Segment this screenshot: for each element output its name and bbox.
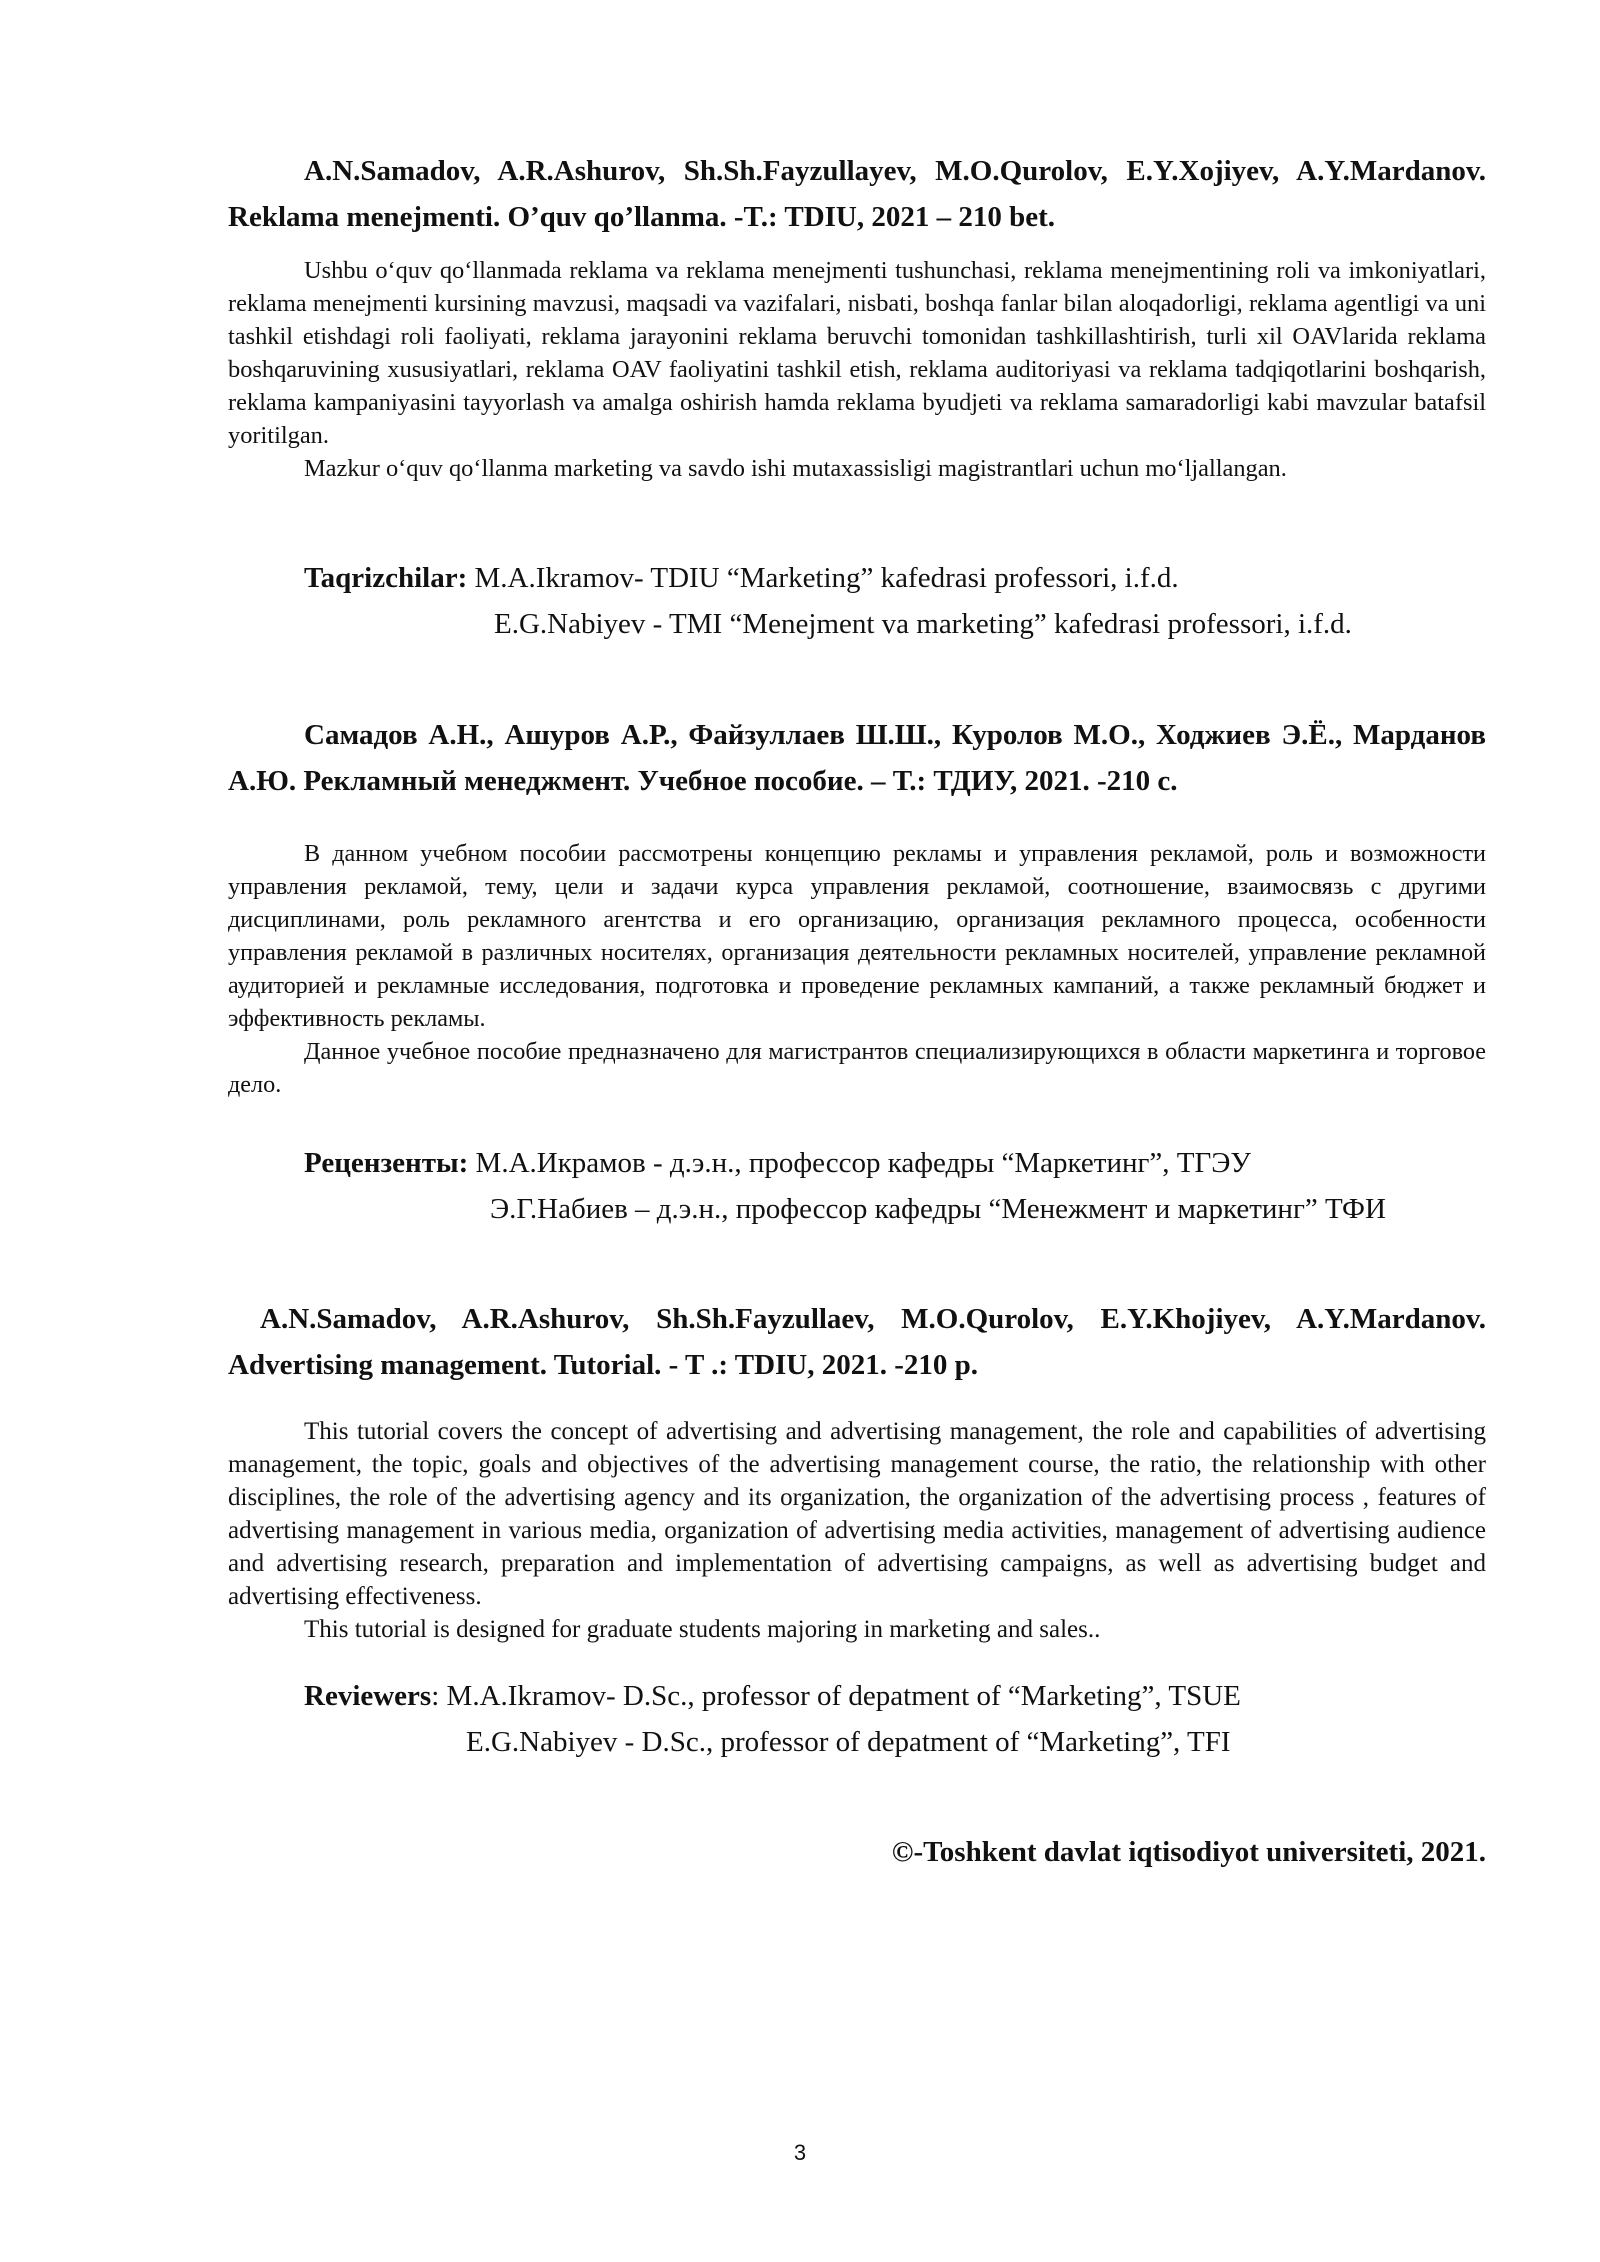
en-reviewers	[228, 1673, 1486, 1765]
en-abstract	[228, 1415, 1486, 1646]
uz-reviewers-label: Taqrizchilar:	[304, 562, 468, 594]
en-reviewers-colon: :	[431, 1680, 447, 1712]
uz-reviewer-2: E.G.Nabiyev - TMI “Menejment va marketing” kafedrasi professori, i.f.d.	[494, 608, 1352, 640]
ru-heading: Самадов А.Н., Ашуров А.Р., Файзуллаев Ш.Ш., Куролов М.О., Ходжиев Э.Ё., Марданов А.Ю. Рекламный менеджмент. Учебное пособие. – Т.: ТДИУ, 2021. -210 с.	[228, 719, 1486, 797]
ru-paragraph-1: В данном учебном пособии рассмотрены концепцию рекламы и управления рекламой, роль и возможности управления рекламой, тему, цели и задачи курса управления рекламой, соотношение, взаимосвязь с другими дисциплинами, роль рекламного агентства и его организацию, организация рекламного процесса, особенности управления рекламой в различных носителях, организация деятельности рекламных носителей, управление рекламной аудиторией и рекламные исследования, подготовка и проведение рекламных кампаний, а также рекламный бюджет и эффективность рекламы.	[228, 840, 1486, 1032]
uz-heading: A.N.Samadov, A.R.Ashurov, Sh.Sh.Fayzullayev, M.O.Qurolov, E.Y.Xojiyev, A.Y.Mardanov. Reklama menejmenti. O’quv qo’llanma. -T.: TDIU, 2021 – 210 bet.	[228, 155, 1486, 233]
ru-section	[228, 712, 1486, 804]
ru-reviewer-1: М.А.Икрамов - д.э.н., профессор кафедры “Маркетинг”, ТГЭУ	[475, 1147, 1251, 1179]
uz-reviewers	[228, 555, 1486, 647]
ru-reviewers	[228, 1140, 1486, 1232]
ru-reviewer-line-1	[228, 1140, 1486, 1186]
page-number: 3	[793, 2140, 807, 2165]
ru-reviewer-line-2	[228, 1186, 1486, 1232]
en-paragraph-2: This tutorial is designed for graduate students majoring in marketing and sales..	[304, 1616, 1101, 1643]
ru-reviewers-label: Рецензенты:	[304, 1147, 469, 1179]
copyright-line: ©-Toshkent davlat iqtisodiyot universiteti, 2021.	[891, 1836, 1486, 1868]
en-section	[228, 1296, 1486, 1388]
uz-reviewer-line-2	[228, 601, 1486, 647]
uz-abstract	[228, 254, 1486, 485]
ru-paragraph-2: Данное учебное пособие предназначено для магистрантов специализирующихся в области маркетинга и торговое дело.	[228, 1038, 1486, 1098]
en-reviewers-label: Reviewers	[304, 1680, 432, 1712]
en-heading: A.N.Samadov, A.R.Ashurov, Sh.Sh.Fayzullaev, M.O.Qurolov, E.Y.Khojiyev, A.Y.Mardanov. Advertising management. Tutorial. - T .: TDIU, 2021. -210 p.	[228, 1303, 1486, 1381]
ru-abstract	[228, 837, 1486, 1101]
uz-reviewer-line-1	[228, 555, 1486, 601]
en-reviewer-2: E.G.Nabiyev - D.Sc., professor of depatment of “Marketing”, TFI	[466, 1726, 1231, 1758]
uz-reviewer-1: M.A.Ikramov- TDIU “Marketing” kafedrasi professori, i.f.d.	[474, 562, 1179, 594]
en-reviewer-line-2	[228, 1719, 1486, 1765]
ru-reviewer-2: Э.Г.Набиев – д.э.н., профессор кафедры “Менежмент и маркетинг” ТФИ	[490, 1193, 1386, 1225]
en-reviewer-1: M.A.Ikramov- D.Sc., professor of depatment of “Marketing”, TSUE	[446, 1680, 1241, 1712]
uz-paragraph-1: Ushbu o‘quv qo‘llanmada reklama va reklama menejmenti tushunchasi, reklama menejmentining roli va imkoniyatlari, reklama menejmenti kursining mavzusi, maqsadi va vazifalari, nisbati, boshqa fanlar bilan aloqadorligi, reklama agentligi va uni tashkil etishdagi roli faoliyati, reklama jarayonini reklama beruvchi tomonidan tashkillashtirish, turli xil OAVlarida reklama boshqaruvining xususiyatlari, reklama OAV faoliyatini tashkil etish, reklama auditoriyasi va reklama tadqiqotlarini boshqarish, reklama kampaniyasini tayyorlash va amalga oshirish hamda reklama byudjeti va reklama samaradorligi kabi mavzular batafsil yoritilgan.	[228, 257, 1486, 449]
uz-section	[228, 148, 1486, 240]
en-paragraph-1: This tutorial covers the concept of advertising and advertising management, the role and capabilities of advertising management, the topic, goals and objectives of the advertising management course, the ratio, the relationship with other disciplines, the role of the advertising agency and its organization, the organization of the advertising process , features of advertising management in various media, organization of advertising media activities, management of advertising audience and advertising research, preparation and implementation of advertising campaigns, as well as advertising budget and advertising effectiveness.	[228, 1418, 1486, 1610]
uz-paragraph-2: Mazkur o‘quv qo‘llanma marketing va savdo ishi mutaxassisligi magistrantlari uchun mo‘ljallangan.	[304, 455, 1287, 482]
en-reviewer-line-1	[228, 1673, 1486, 1719]
